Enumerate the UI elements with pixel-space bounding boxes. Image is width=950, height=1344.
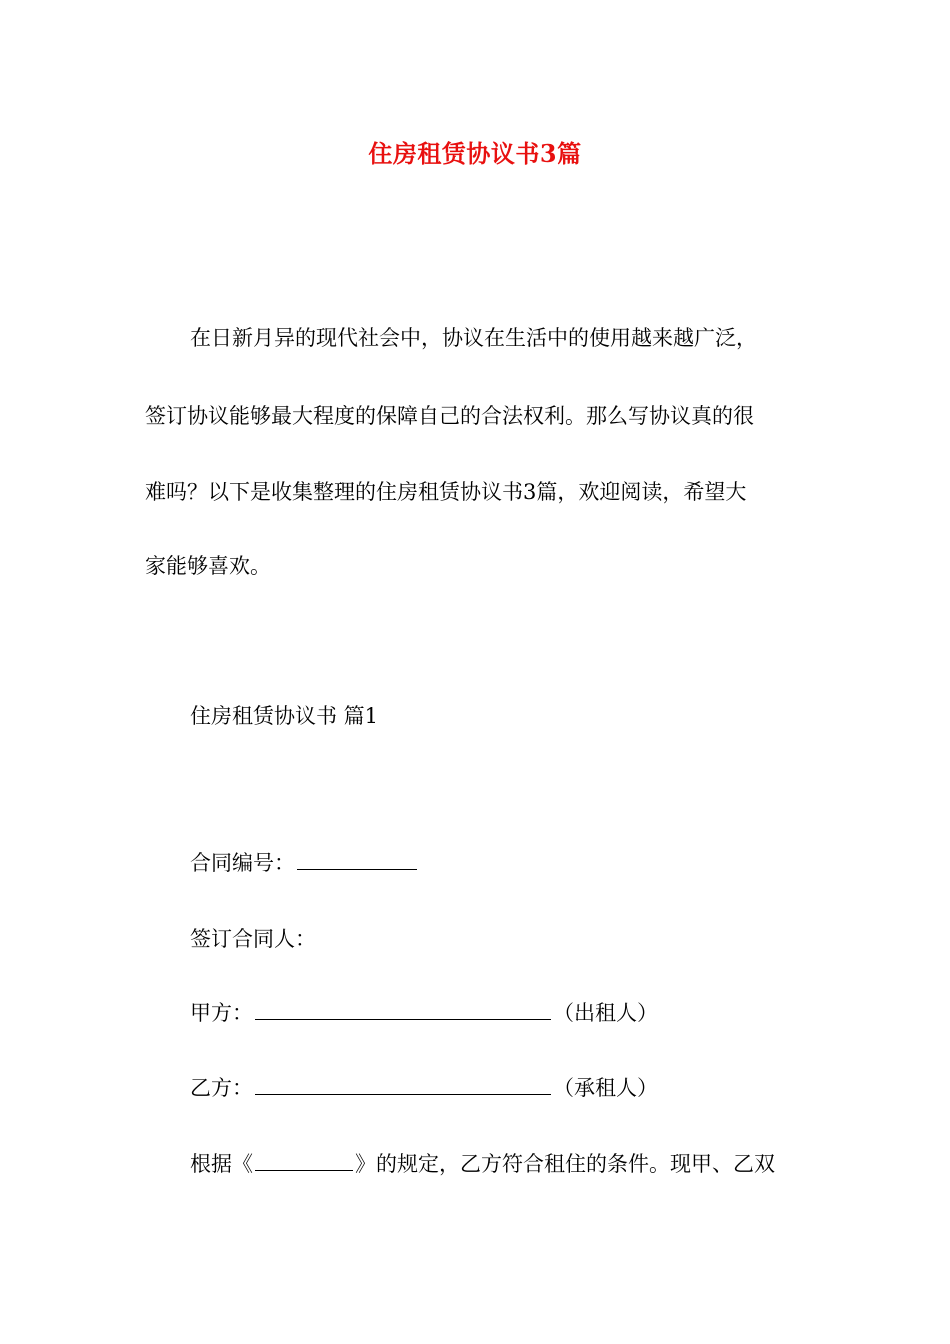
contract-number-blank — [297, 849, 417, 870]
party-a-row — [190, 998, 658, 1028]
intro-line-1: 在日新月异的现代社会中，协议在生活中的使用越来越广泛， — [190, 326, 757, 350]
basis-prefix: 根据《 — [190, 1152, 253, 1176]
section-heading: 住房租赁协议书 篇1 — [190, 704, 379, 728]
party-b-label: 乙方： — [190, 1076, 253, 1100]
party-a-blank — [255, 999, 551, 1020]
basis-blank — [255, 1150, 353, 1171]
document-title: 住房租赁协议书3篇 — [368, 139, 582, 168]
party-a-label: 甲方： — [190, 1001, 253, 1025]
signers-label: 签订合同人： — [190, 927, 316, 951]
party-b-blank — [255, 1074, 551, 1095]
party-b-row — [190, 1073, 658, 1103]
contract-number-label: 合同编号： — [190, 851, 295, 875]
intro-line-4: 家能够喜欢。 — [145, 554, 271, 578]
intro-line-2: 签订协议能够最大程度的保障自己的合法权利。那么写协议真的很 — [145, 404, 754, 428]
basis-suffix: 》的规定，乙方符合租住的条件。现甲、乙双 — [355, 1152, 775, 1176]
party-b-role: （承租人） — [553, 1076, 658, 1100]
party-a-role: （出租人） — [553, 1001, 658, 1025]
intro-line-3: 难吗？以下是收集整理的住房租赁协议书3篇，欢迎阅读，希望大 — [145, 480, 747, 504]
basis-row — [190, 1149, 775, 1179]
contract-number-row — [190, 848, 419, 878]
